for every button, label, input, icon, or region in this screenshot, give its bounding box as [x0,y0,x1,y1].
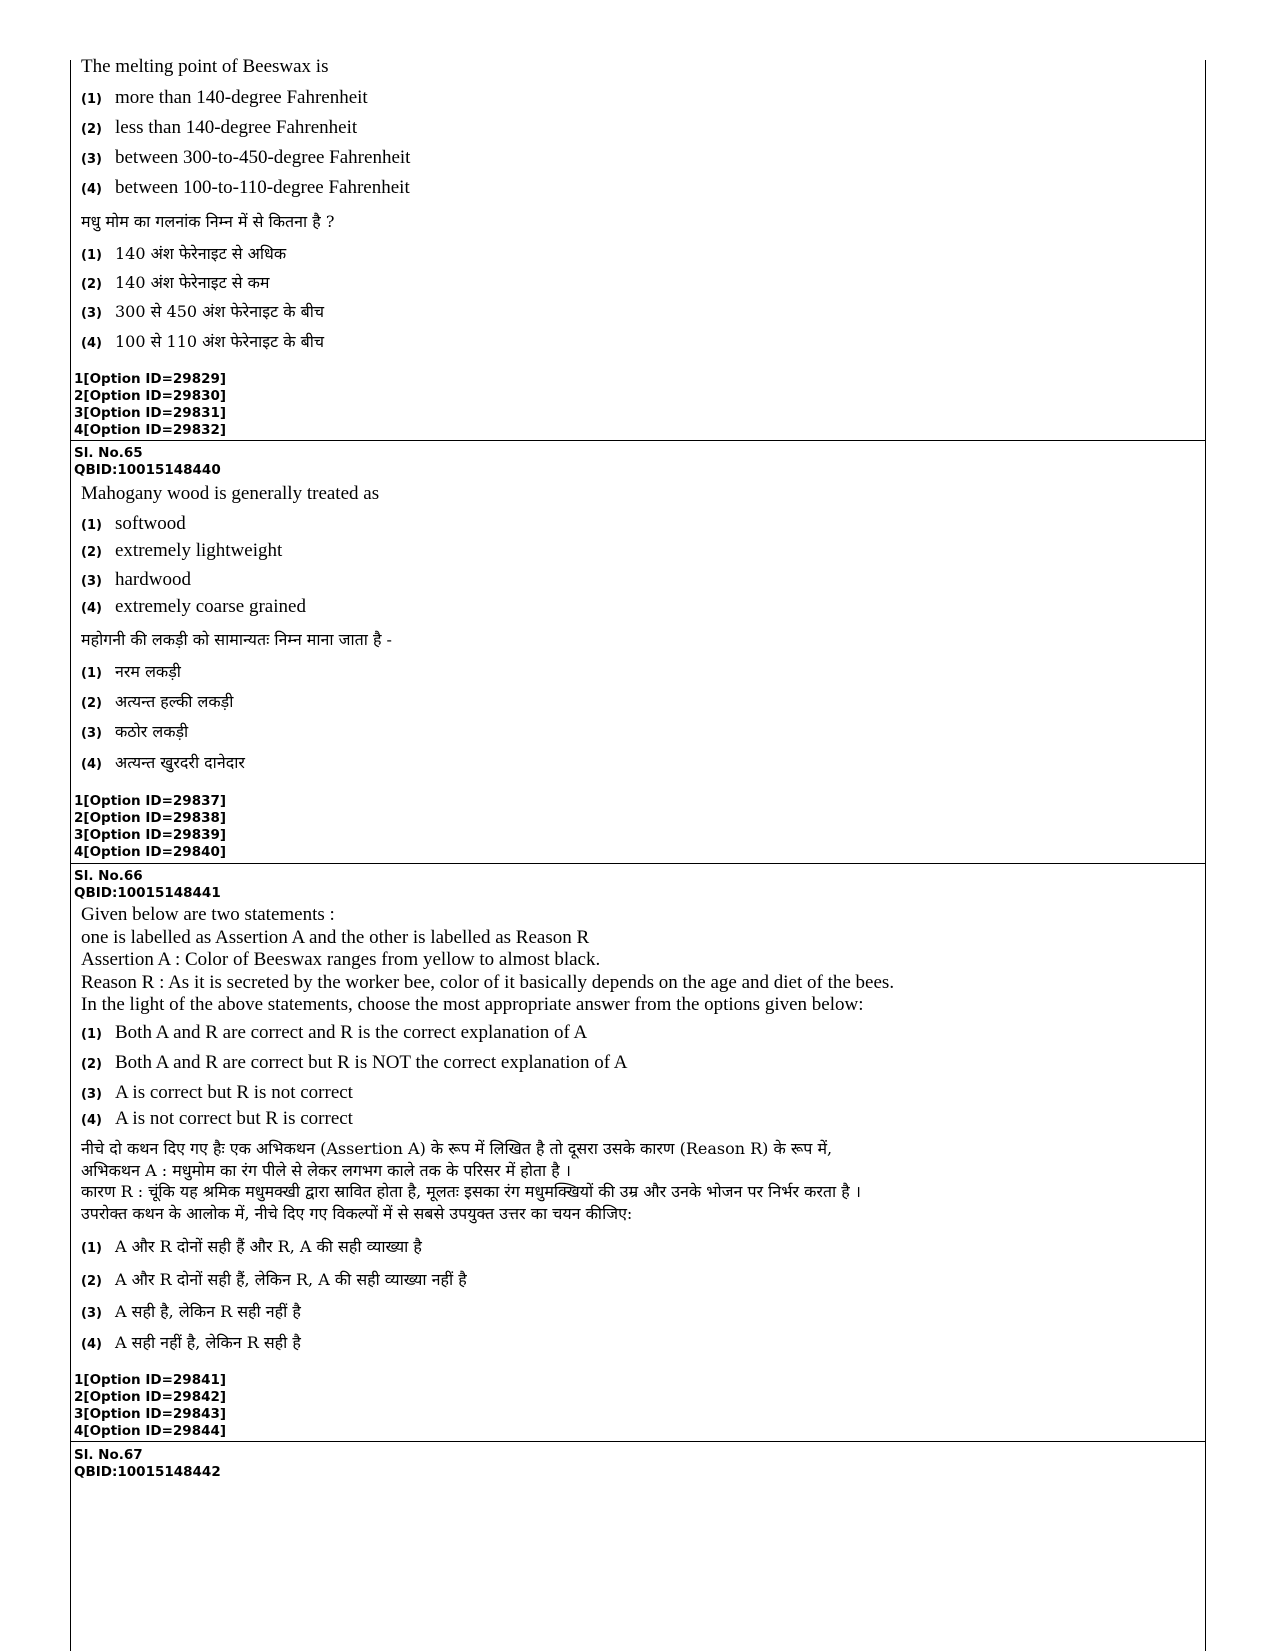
serial-number: Sl. No.65 [74,445,143,461]
option-number: (1) [81,1241,102,1256]
q65-option-hi-4 [81,751,245,773]
option-text: extremely lightweight [115,540,283,561]
q65-option-en-4 [81,596,306,618]
option-id: 1[Option ID=29837] [74,793,227,809]
option-text: 100 से 110 अंश फेरेनाइट के बीच [115,332,325,351]
q66-option-hi-1 [81,1235,422,1257]
question-line: महोगनी की लकड़ी को सामान्यतः निम्न माना जाता है - [81,630,392,649]
option-number: (1) [81,666,102,681]
option-id: 2[Option ID=29830] [74,388,227,404]
option-number: (2) [81,545,102,560]
option-number: (4) [81,1337,102,1352]
q66-option-en-3 [81,1082,353,1104]
option-text: Both A and R are correct but R is NOT the correct explanation of A [115,1052,628,1073]
option-number: (2) [81,696,102,711]
qbid: QBID:10015148442 [74,1464,221,1480]
question-65-text-en: Mahogany wood is generally treated as [81,483,380,504]
question-66-text-hi [81,1138,861,1224]
option-text: A is not correct but R is correct [115,1108,353,1129]
option-number: (2) [81,1274,102,1289]
option-text: A और R दोनों सही हैं और R, A की सही व्याख्या है [115,1237,422,1256]
q66-option-en-4 [81,1108,353,1130]
question-divider [70,863,1206,864]
option-number: (3) [81,574,102,589]
question-line: Reason R : As it is secreted by the worker bee, color of it basically depends on the age and diet of the bees. [81,971,895,993]
option-text: अत्यन्त खुरदरी दानेदार [115,753,245,772]
question-66-text-en [81,904,894,1017]
qbid: QBID:10015148440 [74,462,221,478]
q64-option-en-1 [81,87,368,109]
option-text: 140 अंश फेरेनाइट से कम [115,273,270,292]
qbid: QBID:10015148441 [74,885,221,901]
option-number: (3) [81,726,102,741]
option-id: 3[Option ID=29831] [74,405,227,421]
q65-option-hi-1 [81,660,181,682]
option-text: extremely coarse grained [115,596,306,617]
option-number: (4) [81,1113,102,1128]
q64-option-en-4 [81,177,410,199]
option-number: (1) [81,92,102,107]
q66-option-ids [74,1372,226,1440]
q65-option-ids [74,793,226,861]
option-text: 140 अंश फेरेनाइट से अधिक [115,244,287,263]
option-number: (4) [81,601,102,616]
option-id: 1[Option ID=29841] [74,1372,227,1388]
question-line: Given below are two statements : [81,904,335,925]
q65-option-en-3 [81,569,191,591]
serial-number: Sl. No.67 [74,1447,143,1463]
option-text: 300 से 450 अंश फेरेनाइट के बीच [115,302,325,321]
q65-option-en-2 [81,540,282,562]
option-number: (4) [81,757,102,772]
option-number: (2) [81,277,102,292]
option-id: 4[Option ID=29832] [74,422,227,438]
q66-option-hi-3 [81,1300,301,1322]
option-number: (3) [81,306,102,321]
q64-option-hi-4 [81,330,324,352]
q66-option-en-2 [81,1052,628,1074]
q64-option-hi-3 [81,300,324,322]
option-number: (4) [81,336,102,351]
option-text: Both A and R are correct and R is the correct explanation of A [115,1022,588,1043]
option-id: 2[Option ID=29842] [74,1389,227,1405]
option-id: 4[Option ID=29844] [74,1423,227,1439]
option-text: A सही नहीं है, लेकिन R सही है [115,1333,301,1352]
question-line: In the light of the above statements, choose the most appropriate answer from the options given below: [81,994,864,1015]
option-text: A सही है, लेकिन R सही नहीं है [115,1302,301,1321]
q65-header [74,445,221,479]
question-line: Assertion A : Color of Beeswax ranges from yellow to almost black. [81,949,601,970]
q64-option-ids [74,371,226,439]
option-id: 4[Option ID=29840] [74,844,227,860]
question-line: one is labelled as Assertion A and the other is labelled as Reason R [81,926,590,948]
q64-option-hi-2 [81,271,269,293]
option-id: 3[Option ID=29843] [74,1406,227,1422]
q65-option-hi-2 [81,690,233,712]
option-number: (3) [81,152,102,167]
option-number: (3) [81,1087,102,1102]
option-id: 1[Option ID=29829] [74,371,227,387]
option-id: 2[Option ID=29838] [74,810,227,826]
option-number: (1) [81,1027,102,1042]
question-line: नीचे दो कथन दिए गए हैः एक अभिकथन (Assertion A) के रूप में लिखित है तो दूसरा उसके कारण (Reason R) के रूप में, [81,1139,833,1158]
q64-option-hi-1 [81,242,286,264]
option-text: A is correct but R is not correct [115,1082,353,1103]
option-text: अत्यन्त हल्की लकड़ी [115,692,234,711]
option-text: A और R दोनों सही हैं, लेकिन R, A की सही व्याख्या नहीं है [115,1270,467,1289]
question-65-text-hi [81,629,392,651]
option-text: more than 140-degree Fahrenheit [115,87,368,108]
option-text: between 100-to-110-degree Fahrenheit [115,177,410,198]
q64-option-en-3 [81,147,410,169]
question-table-frame [70,60,1206,1651]
q66-header [74,868,221,902]
option-number: (1) [81,248,102,263]
option-text: नरम लकड़ी [115,662,181,681]
question-line: अभिकथन A : मधुमोम का रंग पीले से लेकर लगभग काले तक के परिसर में होता है । [81,1160,571,1180]
option-text: hardwood [115,569,191,590]
q66-option-en-1 [81,1022,587,1044]
question-divider [70,440,1206,441]
question-64-text-hi [81,211,334,233]
question-line: उपरोक्त कथन के आलोक में, नीचे दिए गए विकल्पों में से सबसे उपयुक्त उत्तर का चयन कीजिए: [81,1203,633,1223]
option-text: less than 140-degree Fahrenheit [115,117,358,138]
q66-option-hi-2 [81,1268,467,1290]
serial-number: Sl. No.66 [74,868,143,884]
option-number: (3) [81,1306,102,1321]
option-number: (4) [81,182,102,197]
q67-header [74,1447,221,1481]
question-line: कारण R : चूंकि यह श्रमिक मधुमक्खी द्वारा स्रावित होता है, मूलतः इसका रंग मधुमक्खियों की उम्र और उनके भोजन पर निर्भर करता है । [81,1182,861,1201]
q65-option-hi-3 [81,720,188,742]
option-number: (2) [81,1057,102,1072]
option-number: (2) [81,122,102,137]
question-line: मधु मोम का गलनांक निम्न में से कितना है ? [81,212,335,231]
option-number: (1) [81,518,102,533]
option-text: softwood [115,513,186,534]
option-id: 3[Option ID=29839] [74,827,227,843]
option-text: कठोर लकड़ी [115,722,189,741]
q66-option-hi-4 [81,1331,301,1353]
option-text: between 300-to-450-degree Fahrenheit [115,147,411,168]
question-divider [70,1441,1206,1442]
q65-option-en-1 [81,513,186,535]
q64-option-en-2 [81,117,357,139]
question-64-text-en: The melting point of Beeswax is [81,56,329,77]
